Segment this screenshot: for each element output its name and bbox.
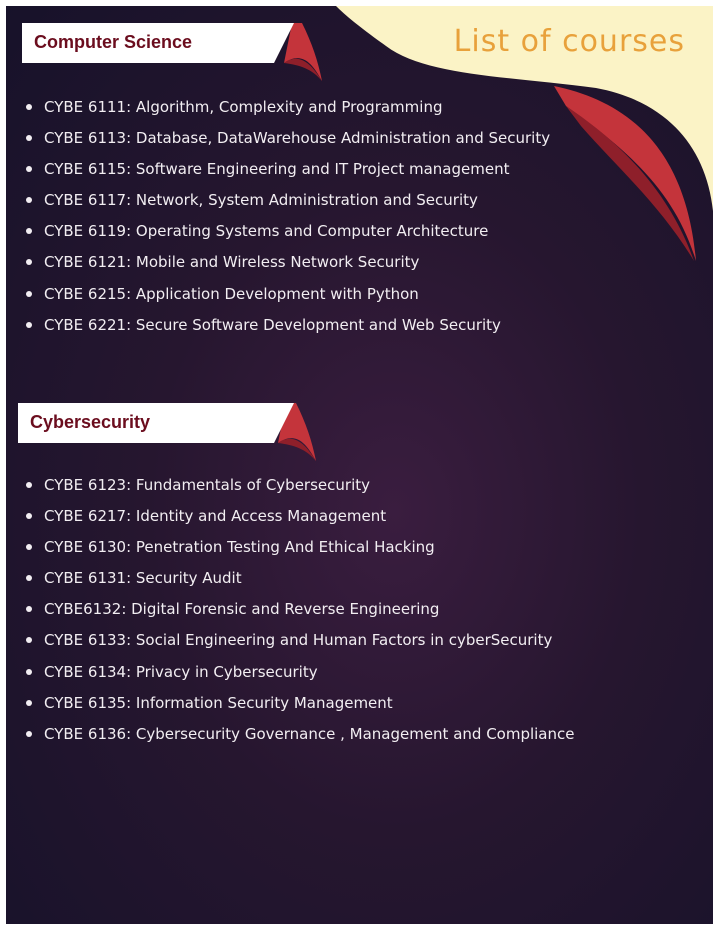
list-item: CYBE 6119: Operating Systems and Computer Architecture: [26, 221, 550, 252]
list-item: CYBE 6133: Social Engineering and Human Factors in cyberSecurity: [26, 630, 575, 661]
page-title: List of courses: [453, 24, 685, 59]
list-item: CYBE6132: Digital Forensic and Reverse Engineering: [26, 599, 575, 630]
list-item: CYBE 6117: Network, System Administration and Security: [26, 190, 550, 221]
section-heading-computer-science: [22, 23, 322, 63]
list-item: CYBE 6221: Secure Software Development and Web Security: [26, 315, 550, 346]
list-item: CYBE 6135: Information Security Management: [26, 693, 575, 724]
list-item: CYBE 6121: Mobile and Wireless Network Security: [26, 252, 550, 283]
cybersecurity-course-list: [26, 475, 575, 755]
list-item: CYBE 6215: Application Development with Python: [26, 284, 550, 315]
list-item: CYBE 6136: Cybersecurity Governance , Management and Compliance: [26, 724, 575, 755]
section-heading-label: Computer Science: [34, 32, 193, 52]
section-heading-label: Cybersecurity: [30, 412, 151, 432]
list-item: CYBE 6130: Penetration Testing And Ethical Hacking: [26, 537, 575, 568]
list-item: CYBE 6115: Software Engineering and IT Project management: [26, 159, 550, 190]
list-item: CYBE 6113: Database, DataWarehouse Administration and Security: [26, 128, 550, 159]
course-list-page: [6, 6, 713, 924]
section-heading-cybersecurity: [18, 403, 318, 443]
list-item: CYBE 6134: Privacy in Cybersecurity: [26, 662, 575, 693]
list-item: CYBE 6111: Algorithm, Complexity and Programming: [26, 97, 550, 128]
computer-science-course-list: [26, 97, 550, 346]
list-item: CYBE 6217: Identity and Access Management: [26, 506, 575, 537]
list-item: CYBE 6123: Fundamentals of Cybersecurity: [26, 475, 575, 506]
list-item: CYBE 6131: Security Audit: [26, 568, 575, 599]
